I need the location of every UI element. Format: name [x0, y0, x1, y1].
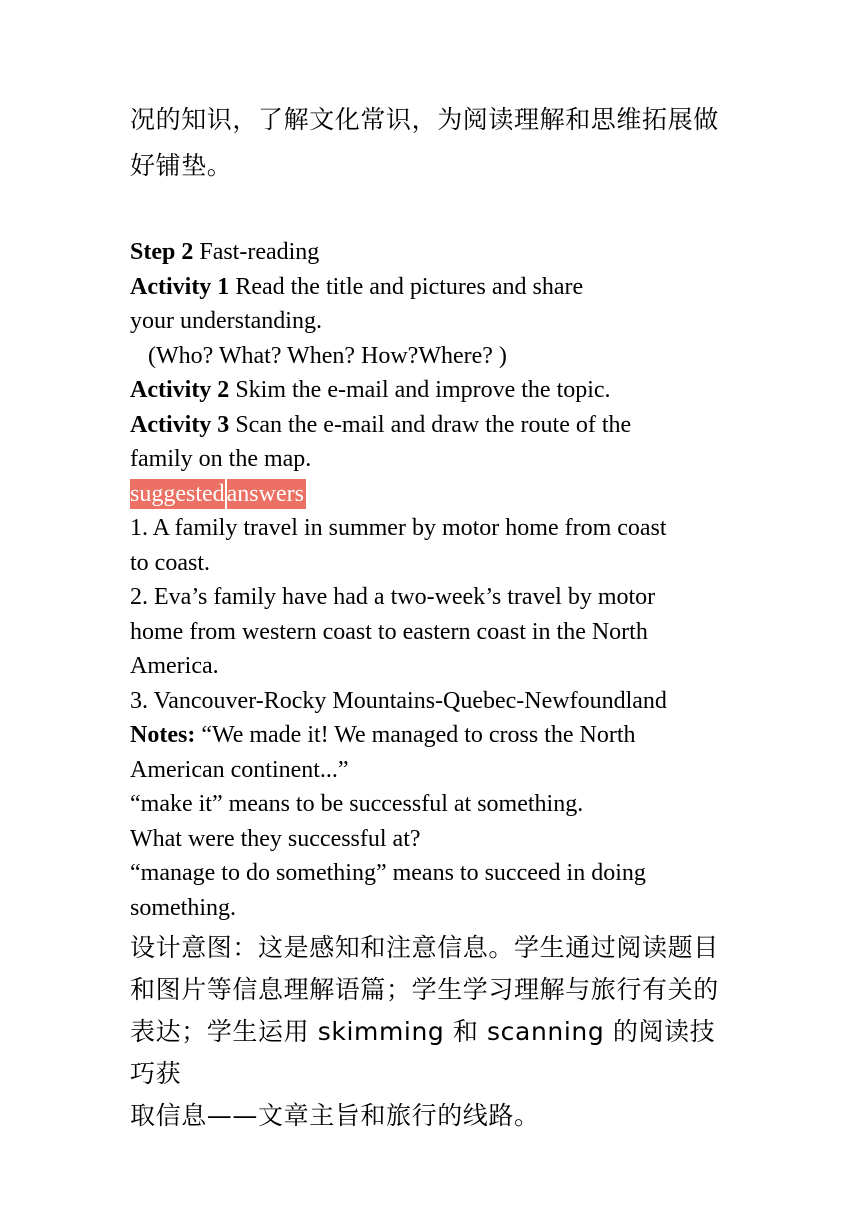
answer-line: America.: [130, 653, 219, 679]
activity-3-line-2: family on the map.: [130, 446, 312, 472]
notes-line-2: American continent...”: [130, 756, 349, 783]
notes-text: “We made it! We managed to cross the North: [195, 722, 636, 748]
suggested-word: suggested: [130, 480, 225, 507]
design-intent-line: 表达；学生运用 skimming 和 scanning 的阅读技巧获: [130, 1017, 716, 1088]
answer-line: to coast.: [130, 549, 210, 576]
suggested-answers-highlight: [130, 479, 306, 509]
activity-1-questions: (Who? What? When? How?Where? ): [148, 342, 507, 369]
activity-3-label: Activity 3: [130, 411, 230, 438]
activity-1-line: [130, 270, 740, 305]
notes-detail-line: What were they successful at?: [130, 825, 421, 852]
answer-line: 1. A family travel in summer by motor home from coast: [130, 515, 667, 541]
activity-3-line: [130, 408, 740, 443]
activity-1-text: Read the title and pictures and share: [229, 273, 584, 300]
notes-detail-line: “manage to do something” means to succeed in doing: [130, 860, 646, 886]
intro-line-1: 况的知识，了解文化常识，为阅读理解和思维拓展做: [130, 105, 719, 134]
notes-detail-line: “make it” means to be successful at something.: [130, 791, 584, 817]
answer-line: 3. Vancouver-Rocky Mountains-Quebec-Newfoundland: [130, 687, 667, 714]
answer-line: home from western coast to eastern coast in the North: [130, 618, 648, 645]
step-2-heading: [130, 235, 740, 270]
design-intent-line: 设计意图：这是感知和注意信息。学生通过阅读题目: [130, 933, 719, 962]
intro-line-2: 好铺垫。: [130, 151, 233, 180]
activity-1-line-2: your understanding.: [130, 308, 322, 334]
fast-reading-section: [130, 235, 740, 925]
step-2-text: Fast-reading: [193, 239, 320, 265]
activity-3-text: Scan the e-mail and draw the route of the: [229, 411, 632, 438]
answers-word: answers: [226, 480, 304, 507]
activity-2-line: [130, 373, 740, 408]
notes-line: [130, 718, 740, 753]
design-intent-section: [130, 927, 740, 1137]
document-page: [130, 0, 740, 1137]
activity-2-text: Skim the e-mail and improve the topic.: [229, 377, 611, 403]
suggested-answers-heading: [130, 477, 740, 512]
notes-label: Notes:: [130, 722, 196, 748]
answer-line: 2. Eva’s family have had a two-week’s travel by motor: [130, 584, 656, 610]
design-intent-line: 和图片等信息理解语篇；学生学习理解与旅行有关的: [130, 975, 719, 1004]
activity-2-label: Activity 2: [130, 377, 230, 403]
notes-detail-line: something.: [130, 894, 236, 921]
step-2-label: Step 2: [130, 239, 194, 265]
activity-1-label: Activity 1: [130, 273, 230, 300]
design-intent-line: 取信息——文章主旨和旅行的线路。: [130, 1101, 540, 1130]
